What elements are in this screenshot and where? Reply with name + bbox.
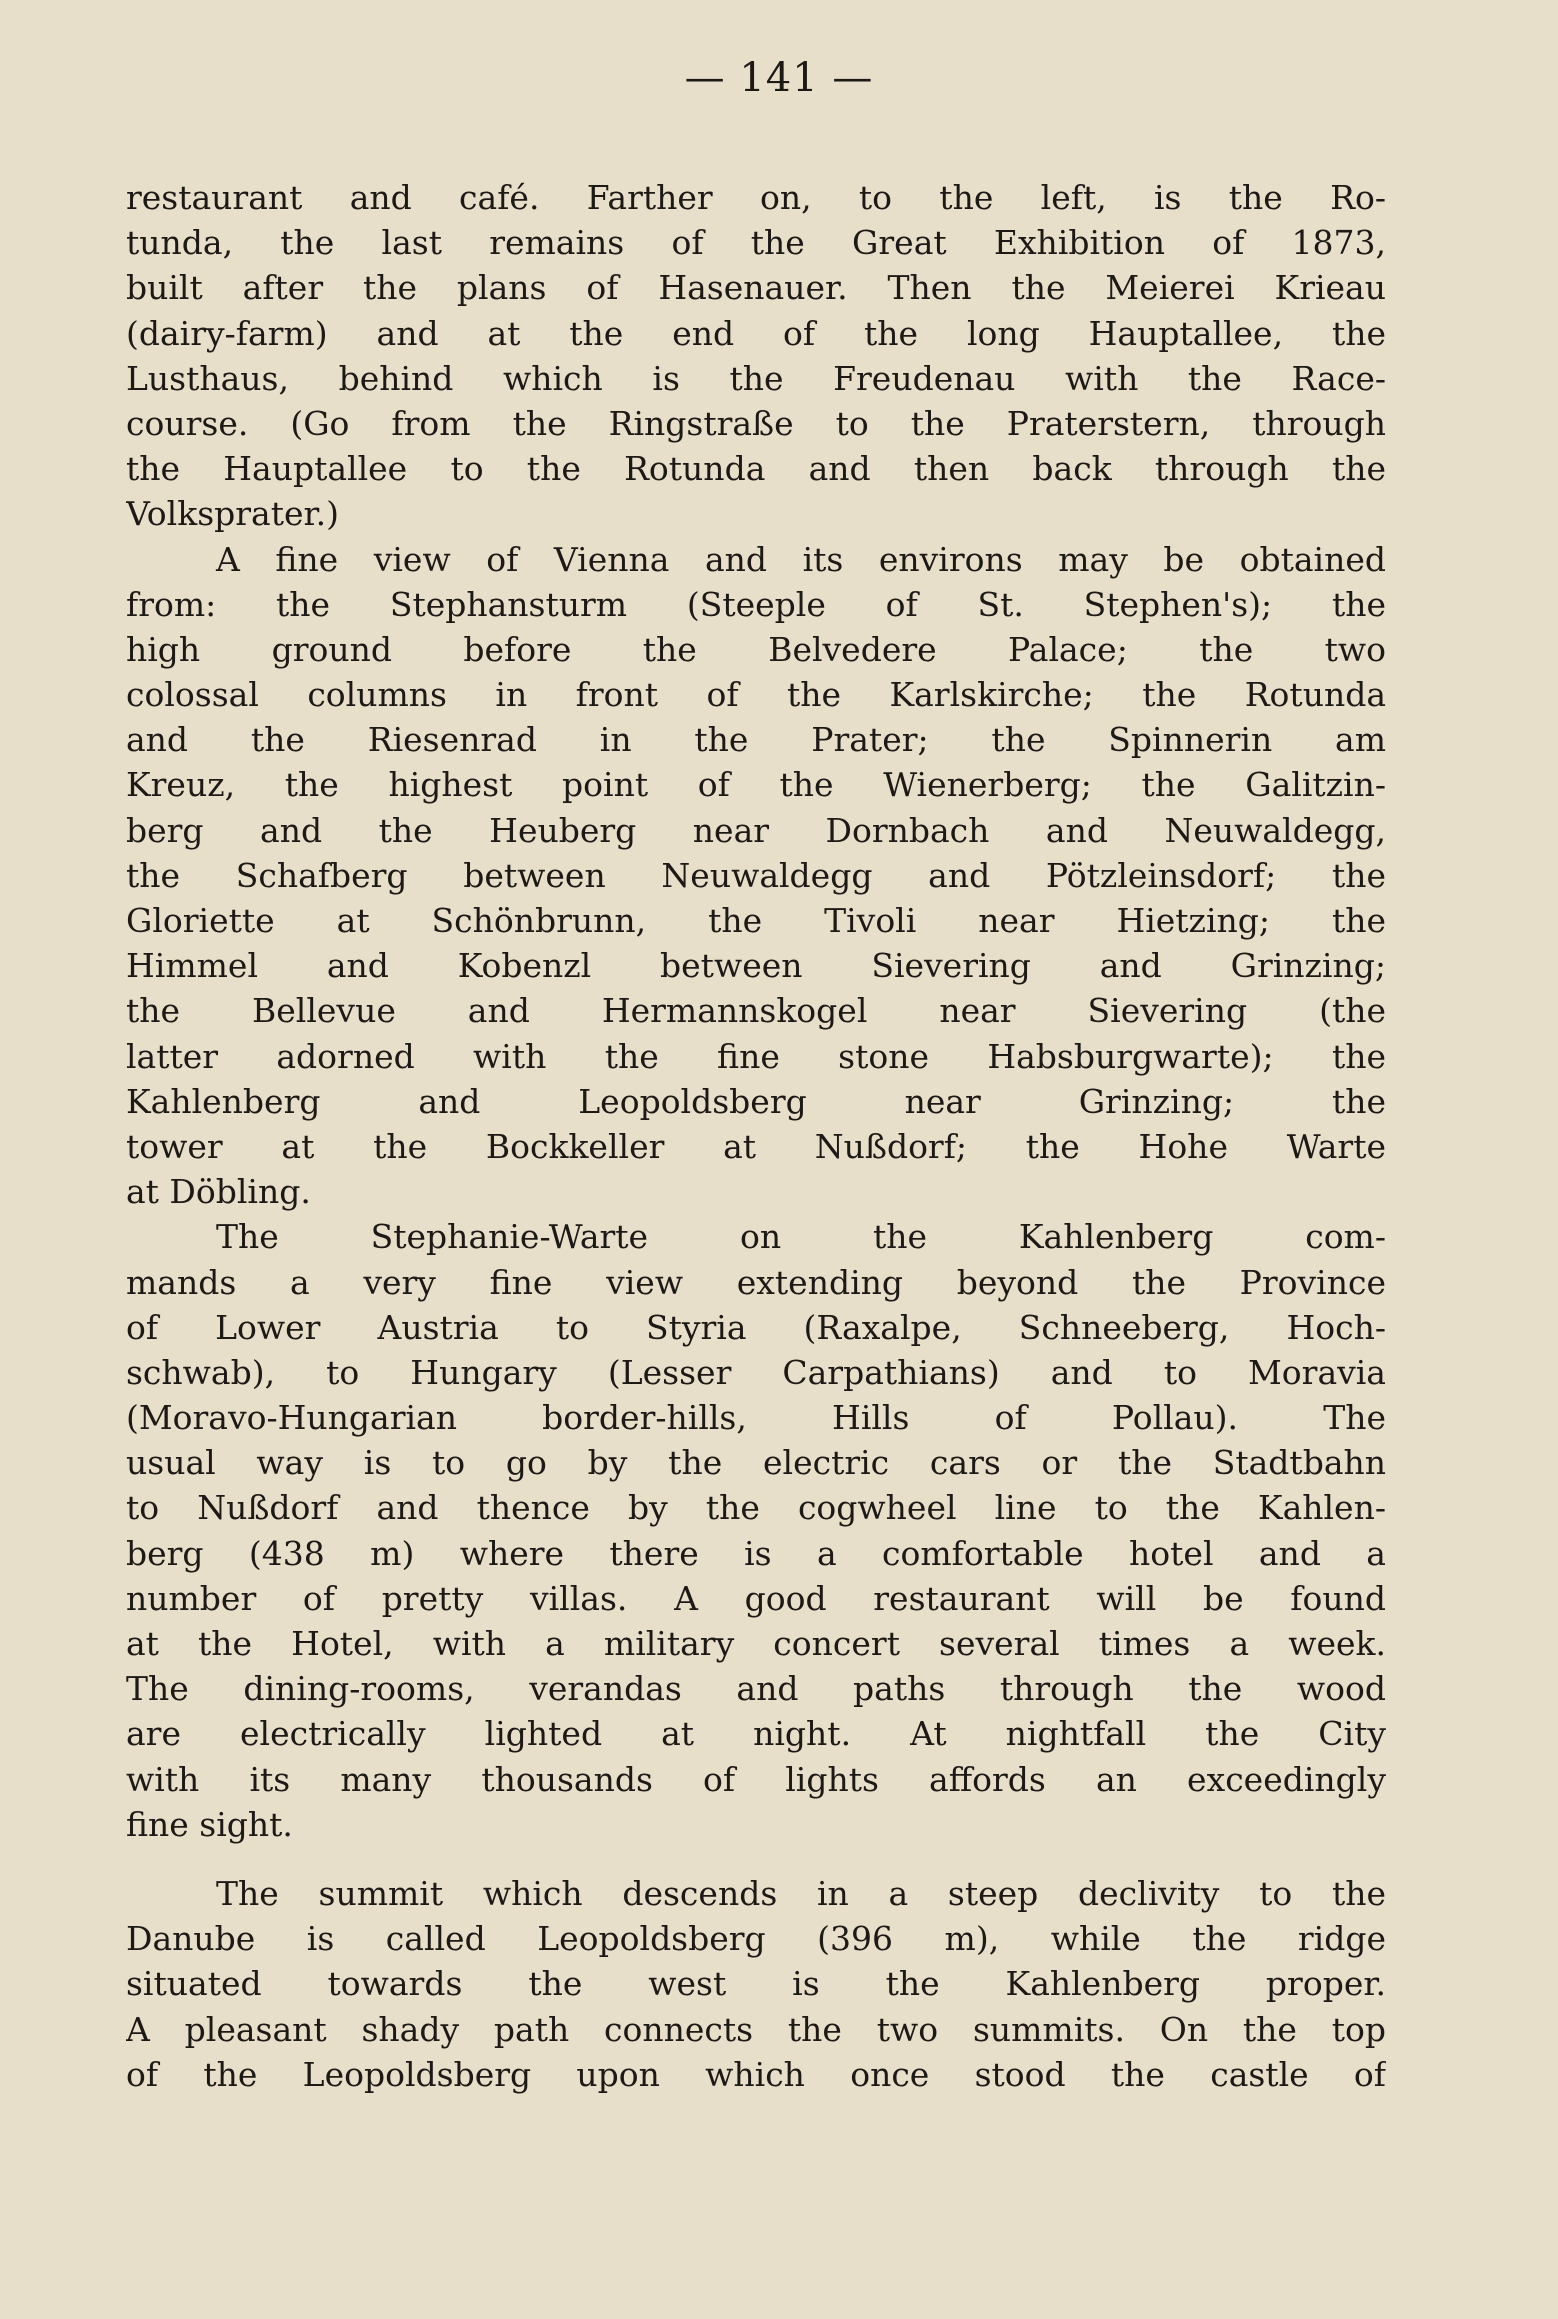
text-line: the Hauptallee to the Rotunda and then back through the: [126, 449, 1386, 489]
text-line: high ground before the Belvedere Palace; the two: [126, 629, 1386, 669]
text-line: berg and the Heuberg near Dornbach and Neuwaldegg,: [126, 810, 1386, 850]
text-line: to Nußdorf and thence by the cogwheel line to the Kahlen-: [126, 1488, 1386, 1528]
text-line: berg (438 m) where there is a comfortable hotel and a: [126, 1533, 1386, 1573]
text-line: the Schafberg between Neuwaldegg and Pötzleinsdorf; the: [126, 855, 1386, 895]
text-line: schwab), to Hungary (Lesser Carpathians) and to Moravia: [126, 1352, 1386, 1392]
text-line: mands a very fine view extending beyond the Province: [126, 1262, 1386, 1302]
text-line: course. (Go from the Ringstraße to the Praterstern, through: [126, 403, 1386, 443]
text-line: from: the Stephansturm (Steeple of St. Stephen's); the: [126, 584, 1386, 624]
paragraph-gap: [126, 1847, 1386, 1871]
text-line: are electrically lighted at night. At nightfall the City: [126, 1714, 1386, 1754]
page-number: — 141 —: [684, 55, 874, 101]
text-line: Kreuz, the highest point of the Wienerberg; the Galitzin-: [126, 765, 1386, 805]
text-line: built after the plans of Hasenauer. Then the Meierei Krieau: [126, 268, 1386, 308]
text-line: The dining-rooms, verandas and paths through the wood: [126, 1669, 1386, 1709]
text-line: Lusthaus, behind which is the Freudenau with the Race-: [126, 358, 1386, 398]
text-line: colossal columns in front of the Karlskirche; the Rotunda: [126, 675, 1386, 715]
text-line: latter adorned with the fine stone Habsburgwarte); the: [126, 1036, 1386, 1076]
text-line: usual way is to go by the electric cars or the Stadtbahn: [126, 1443, 1386, 1483]
paragraph-viewpoints: [126, 537, 1386, 1215]
text-line: A fine view of Vienna and its environs may be obtained: [216, 539, 1386, 579]
text-line: The Stephanie-Warte on the Kahlenberg com-: [216, 1217, 1386, 1257]
paragraph-prater: [126, 175, 1386, 537]
text-line: tunda, the last remains of the Great Exhibition of 1873,: [126, 223, 1386, 263]
text-line: (Moravo-Hungarian border-hills, Hills of Pollau). The: [126, 1398, 1386, 1438]
text-line: fine sight.: [126, 1804, 293, 1844]
text-line: restaurant and café. Farther on, to the left, is the Ro-: [126, 178, 1386, 217]
text-line: The summit which descends in a steep declivity to the: [216, 1873, 1386, 1913]
body-text: [126, 175, 1386, 2097]
paragraph-leopoldsberg: [126, 1871, 1386, 2097]
text-line: Danube is called Leopoldsberg (396 m), while the ridge: [126, 1919, 1386, 1959]
text-line: Himmel and Kobenzl between Sievering and Grinzing;: [126, 946, 1386, 986]
text-line: of the Leopoldsberg upon which once stood the castle of: [126, 2054, 1386, 2094]
text-line: of Lower Austria to Styria (Raxalpe, Schneeberg, Hoch-: [126, 1307, 1386, 1347]
text-line: Kahlenberg and Leopoldsberg near Grinzing; the: [126, 1081, 1386, 1121]
text-line: number of pretty villas. A good restaurant will be found: [126, 1578, 1386, 1618]
text-line: A pleasant shady path connects the two summits. On the top: [126, 2009, 1386, 2049]
text-line: (dairy-farm) and at the end of the long Hauptallee, the: [126, 313, 1386, 353]
text-line: Gloriette at Schönbrunn, the Tivoli near Hietzing; the: [126, 901, 1386, 940]
text-line: at Döbling.: [126, 1172, 311, 1212]
text-line: the Bellevue and Hermannskogel near Sievering (the: [126, 991, 1386, 1031]
text-line: with its many thousands of lights affords an exceedingly: [126, 1759, 1386, 1799]
text-line: tower at the Bockkeller at Nußdorf; the Hohe Warte: [126, 1126, 1386, 1166]
text-line: at the Hotel, with a military concert several times a week.: [126, 1624, 1386, 1663]
text-line: situated towards the west is the Kahlenberg proper.: [126, 1964, 1386, 2004]
text-line: Volksprater.): [126, 494, 340, 534]
paragraph-stephanie-warte: [126, 1214, 1386, 1847]
text-line: and the Riesenrad in the Prater; the Spinnerin am: [126, 720, 1386, 760]
